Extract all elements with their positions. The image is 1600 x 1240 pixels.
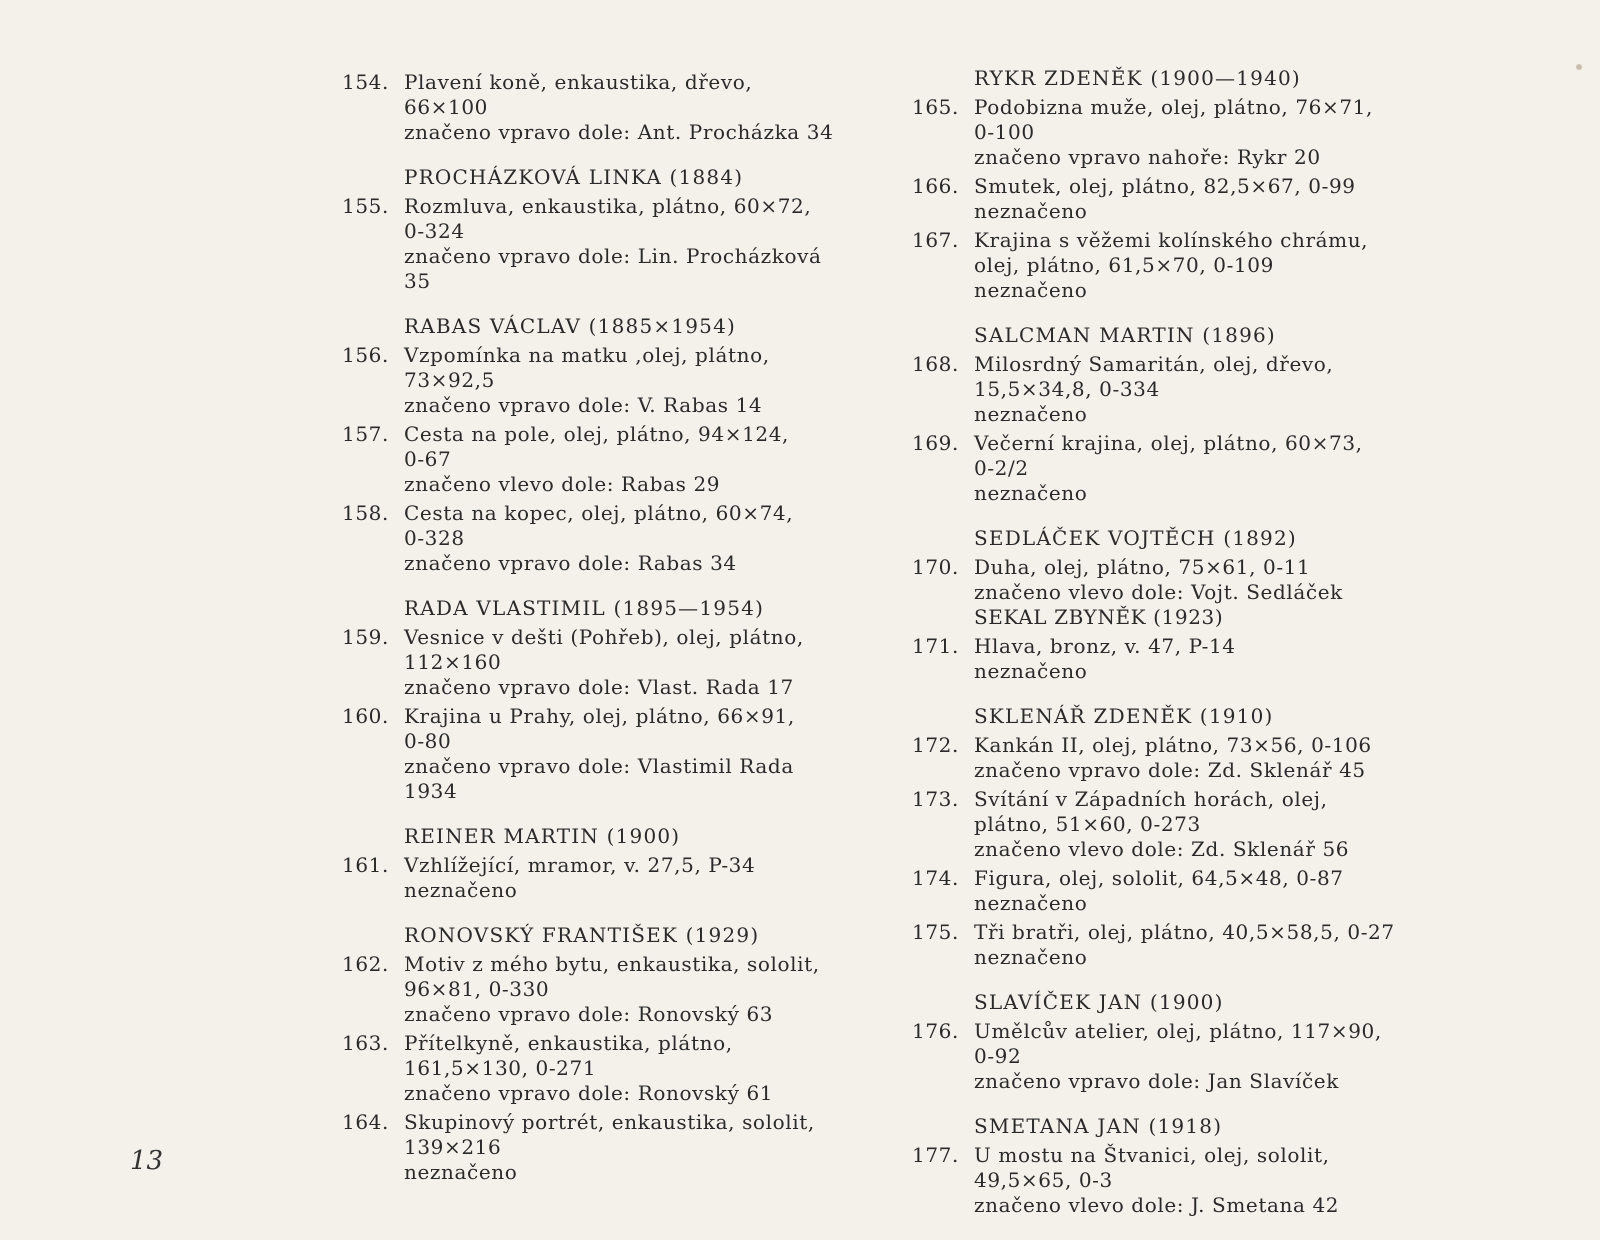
- entry-description: [974, 352, 1452, 427]
- entry-line: Plavení koně, enkaustika, dřevo,: [404, 70, 753, 94]
- entry-description: [974, 431, 1452, 506]
- entry-line: Figura, olej, sololit, 64,5×48, 0-87: [974, 866, 1344, 890]
- artist-heading: RABAS VÁCLAV (1885×1954): [404, 314, 737, 338]
- entry-description: [404, 704, 862, 804]
- catalog-entry: [912, 866, 1452, 916]
- catalog-entry: [912, 1019, 1452, 1094]
- entry-line: značeno vpravo dole: Zd. Sklenář 45: [974, 758, 1366, 782]
- entry-line: značeno vpravo dole: Ronovský 61: [404, 1081, 774, 1105]
- entry-line: Tři bratři, olej, plátno, 40,5×58,5, 0-27: [974, 920, 1395, 944]
- entry-line: Milosrdný Samaritán, olej, dřevo,: [974, 352, 1334, 376]
- entry-line: Cesta na pole, olej, plátno, 94×124,: [404, 422, 789, 446]
- entry-number: 156.: [342, 343, 389, 367]
- catalog-entry: [912, 95, 1452, 170]
- entry-line: 0-80: [404, 729, 452, 753]
- entry-number: 176.: [912, 1019, 959, 1043]
- entry-description: [974, 174, 1452, 224]
- catalog-entry: [912, 787, 1452, 862]
- entry-number: 164.: [342, 1110, 389, 1134]
- entry-line: značeno vpravo dole: Lin. Procházková: [404, 244, 822, 268]
- entry-line: neznačeno: [974, 891, 1088, 915]
- entry-line: Večerní krajina, olej, plátno, 60×73,: [974, 431, 1363, 455]
- entry-description: [404, 1110, 862, 1185]
- catalog-entry: [912, 352, 1452, 427]
- entry-line: značeno vpravo dole: Ant. Procházka 34: [404, 120, 834, 144]
- entry-line: značeno vlevo dole: Zd. Sklenář 56: [974, 837, 1350, 861]
- paper-spot: [1576, 64, 1582, 70]
- catalog-entry: [342, 422, 862, 497]
- entry-line: Podobizna muže, olej, plátno, 76×71,: [974, 95, 1373, 119]
- entry-number: 161.: [342, 853, 389, 877]
- entry-line: Skupinový portrét, enkaustika, sololit,: [404, 1110, 815, 1134]
- entry-number: 167.: [912, 228, 959, 252]
- entry-number: 172.: [912, 733, 959, 757]
- entry-line: Krajina u Prahy, olej, plátno, 66×91,: [404, 704, 795, 728]
- entry-line: SEKAL ZBYNĚK (1923): [974, 605, 1224, 629]
- entry-line: 0-2/2: [974, 456, 1029, 480]
- entry-line: značeno vpravo nahoře: Rykr 20: [974, 145, 1321, 169]
- entry-line: 35: [404, 269, 431, 293]
- entry-number: 157.: [342, 422, 389, 446]
- entry-number: 171.: [912, 634, 959, 658]
- entry-number: 175.: [912, 920, 959, 944]
- entry-line: 0-92: [974, 1044, 1022, 1068]
- catalog-entry: [912, 920, 1452, 970]
- entry-line: značeno vlevo dole: J. Smetana 42: [974, 1193, 1340, 1217]
- entry-line: 0-67: [404, 447, 452, 471]
- left-column: [342, 66, 862, 1185]
- entry-line: 49,5×65, 0-3: [974, 1168, 1113, 1192]
- entry-description: [404, 70, 862, 145]
- catalog-entry: [912, 431, 1452, 506]
- entry-line: značeno vlevo dole: Vojt. Sedláček: [974, 580, 1343, 604]
- entry-line: 139×216: [404, 1135, 502, 1159]
- entry-description: [404, 625, 862, 700]
- entry-description: [404, 194, 862, 294]
- entry-line: 96×81, 0-330: [404, 977, 550, 1001]
- entry-description: [404, 343, 862, 418]
- catalog-entry: [912, 555, 1452, 630]
- entry-number: 159.: [342, 625, 389, 649]
- entry-description: [404, 952, 862, 1027]
- entry-line: neznačeno: [974, 481, 1088, 505]
- catalog-entry: [342, 1110, 862, 1185]
- entry-line: 0-328: [404, 526, 465, 550]
- entry-line: značeno vpravo dole: V. Rabas 14: [404, 393, 763, 417]
- entry-number: 154.: [342, 70, 389, 94]
- artist-heading: REINER MARTIN (1900): [404, 824, 681, 848]
- entry-line: Krajina s věžemi kolínského chrámu,: [974, 228, 1369, 252]
- entry-line: Cesta na kopec, olej, plátno, 60×74,: [404, 501, 794, 525]
- entry-line: Duha, olej, plátno, 75×61, 0-11: [974, 555, 1311, 579]
- catalog-entry: [912, 634, 1452, 684]
- entry-line: neznačeno: [974, 659, 1088, 683]
- entry-description: [974, 920, 1452, 970]
- catalog-entry: [342, 704, 862, 804]
- catalog-entry: [912, 228, 1452, 303]
- entry-line: 112×160: [404, 650, 502, 674]
- entry-number: 166.: [912, 174, 959, 198]
- entry-line: Smutek, olej, plátno, 82,5×67, 0-99: [974, 174, 1356, 198]
- entry-description: [974, 866, 1452, 916]
- entry-number: 165.: [912, 95, 959, 119]
- entry-line: 0-100: [974, 120, 1035, 144]
- entry-line: značeno vpravo dole: Rabas 34: [404, 551, 737, 575]
- entry-description: [974, 787, 1452, 862]
- entry-number: 163.: [342, 1031, 389, 1055]
- catalog-entry: [342, 1031, 862, 1106]
- catalog-entry: [912, 1143, 1452, 1218]
- entry-number: 155.: [342, 194, 389, 218]
- catalog-entry: [912, 733, 1452, 783]
- entry-line: 0-324: [404, 219, 465, 243]
- entry-description: [974, 95, 1452, 170]
- entry-description: [974, 634, 1452, 684]
- page-number: 13: [130, 1146, 164, 1176]
- entry-number: 174.: [912, 866, 959, 890]
- entry-line: 161,5×130, 0-271: [404, 1056, 597, 1080]
- entry-description: [404, 853, 862, 903]
- entry-line: 1934: [404, 779, 458, 803]
- entry-description: [404, 1031, 862, 1106]
- entry-line: značeno vpravo dole: Vlastimil Rada: [404, 754, 794, 778]
- entry-line: Motiv z mého bytu, enkaustika, sololit,: [404, 952, 820, 976]
- entry-description: [974, 1143, 1452, 1218]
- entry-line: značeno vpravo dole: Vlast. Rada 17: [404, 675, 794, 699]
- entry-line: 73×92,5: [404, 368, 495, 392]
- artist-heading: RONOVSKÝ FRANTIŠEK (1929): [404, 923, 760, 947]
- entry-line: neznačeno: [974, 402, 1088, 426]
- catalog-entry: [342, 70, 862, 145]
- artist-heading: RYKR ZDENĚK (1900—1940): [974, 66, 1301, 90]
- entry-line: neznačeno: [404, 878, 518, 902]
- artist-heading: SLAVÍČEK JAN (1900): [974, 990, 1224, 1014]
- entry-number: 170.: [912, 555, 959, 579]
- entry-line: olej, plátno, 61,5×70, 0-109: [974, 253, 1274, 277]
- artist-heading: SMETANA JAN (1918): [974, 1114, 1223, 1138]
- entry-line: U mostu na Štvanici, olej, sololit,: [974, 1143, 1330, 1167]
- entry-line: Vzpomínka na matku ,olej, plátno,: [404, 343, 770, 367]
- entry-line: 66×100: [404, 95, 488, 119]
- entry-line: 15,5×34,8, 0-334: [974, 377, 1160, 401]
- artist-heading: PROCHÁZKOVÁ LINKA (1884): [404, 165, 744, 189]
- entry-description: [974, 733, 1452, 783]
- catalog-entry: [342, 952, 862, 1027]
- entry-number: 169.: [912, 431, 959, 455]
- entry-line: Svítání v Západních horách, olej,: [974, 787, 1328, 811]
- catalog-entry: [342, 501, 862, 576]
- entry-description: [974, 1019, 1452, 1094]
- entry-number: 160.: [342, 704, 389, 728]
- entry-line: Umělcův atelier, olej, plátno, 117×90,: [974, 1019, 1382, 1043]
- right-column: [912, 66, 1452, 1218]
- entry-number: 177.: [912, 1143, 959, 1167]
- entry-description: [404, 501, 862, 576]
- entry-line: Vzhlížející, mramor, v. 27,5, P-34: [404, 853, 756, 877]
- artist-heading: SEDLÁČEK VOJTĚCH (1892): [974, 526, 1297, 550]
- entry-line: Kankán II, olej, plátno, 73×56, 0-106: [974, 733, 1372, 757]
- entry-line: Vesnice v dešti (Pohřeb), olej, plátno,: [404, 625, 804, 649]
- entry-line: plátno, 51×60, 0-273: [974, 812, 1201, 836]
- entry-line: značeno vpravo dole: Ronovský 63: [404, 1002, 774, 1026]
- entry-description: [974, 555, 1452, 630]
- entry-line: neznačeno: [974, 945, 1088, 969]
- entry-line: Rozmluva, enkaustika, plátno, 60×72,: [404, 194, 812, 218]
- entry-line: neznačeno: [974, 199, 1088, 223]
- entry-number: 173.: [912, 787, 959, 811]
- entry-line: značeno vlevo dole: Rabas 29: [404, 472, 721, 496]
- entry-line: neznačeno: [974, 278, 1088, 302]
- artist-heading: SKLENÁŘ ZDENĚK (1910): [974, 704, 1274, 728]
- entry-line: Přítelkyně, enkaustika, plátno,: [404, 1031, 733, 1055]
- catalog-entry: [342, 343, 862, 418]
- entry-line: neznačeno: [404, 1160, 518, 1184]
- entry-line: Hlava, bronz, v. 47, P-14: [974, 634, 1236, 658]
- entry-description: [974, 228, 1452, 303]
- entry-number: 168.: [912, 352, 959, 376]
- artist-heading: SALCMAN MARTIN (1896): [974, 323, 1276, 347]
- entry-number: 162.: [342, 952, 389, 976]
- entry-line: značeno vpravo dole: Jan Slavíček: [974, 1069, 1339, 1093]
- artist-heading: RADA VLASTIMIL (1895—1954): [404, 596, 765, 620]
- catalog-entry: [912, 174, 1452, 224]
- catalog-entry: [342, 625, 862, 700]
- catalog-entry: [342, 194, 862, 294]
- entry-description: [404, 422, 862, 497]
- catalog-entry: [342, 853, 862, 903]
- entry-number: 158.: [342, 501, 389, 525]
